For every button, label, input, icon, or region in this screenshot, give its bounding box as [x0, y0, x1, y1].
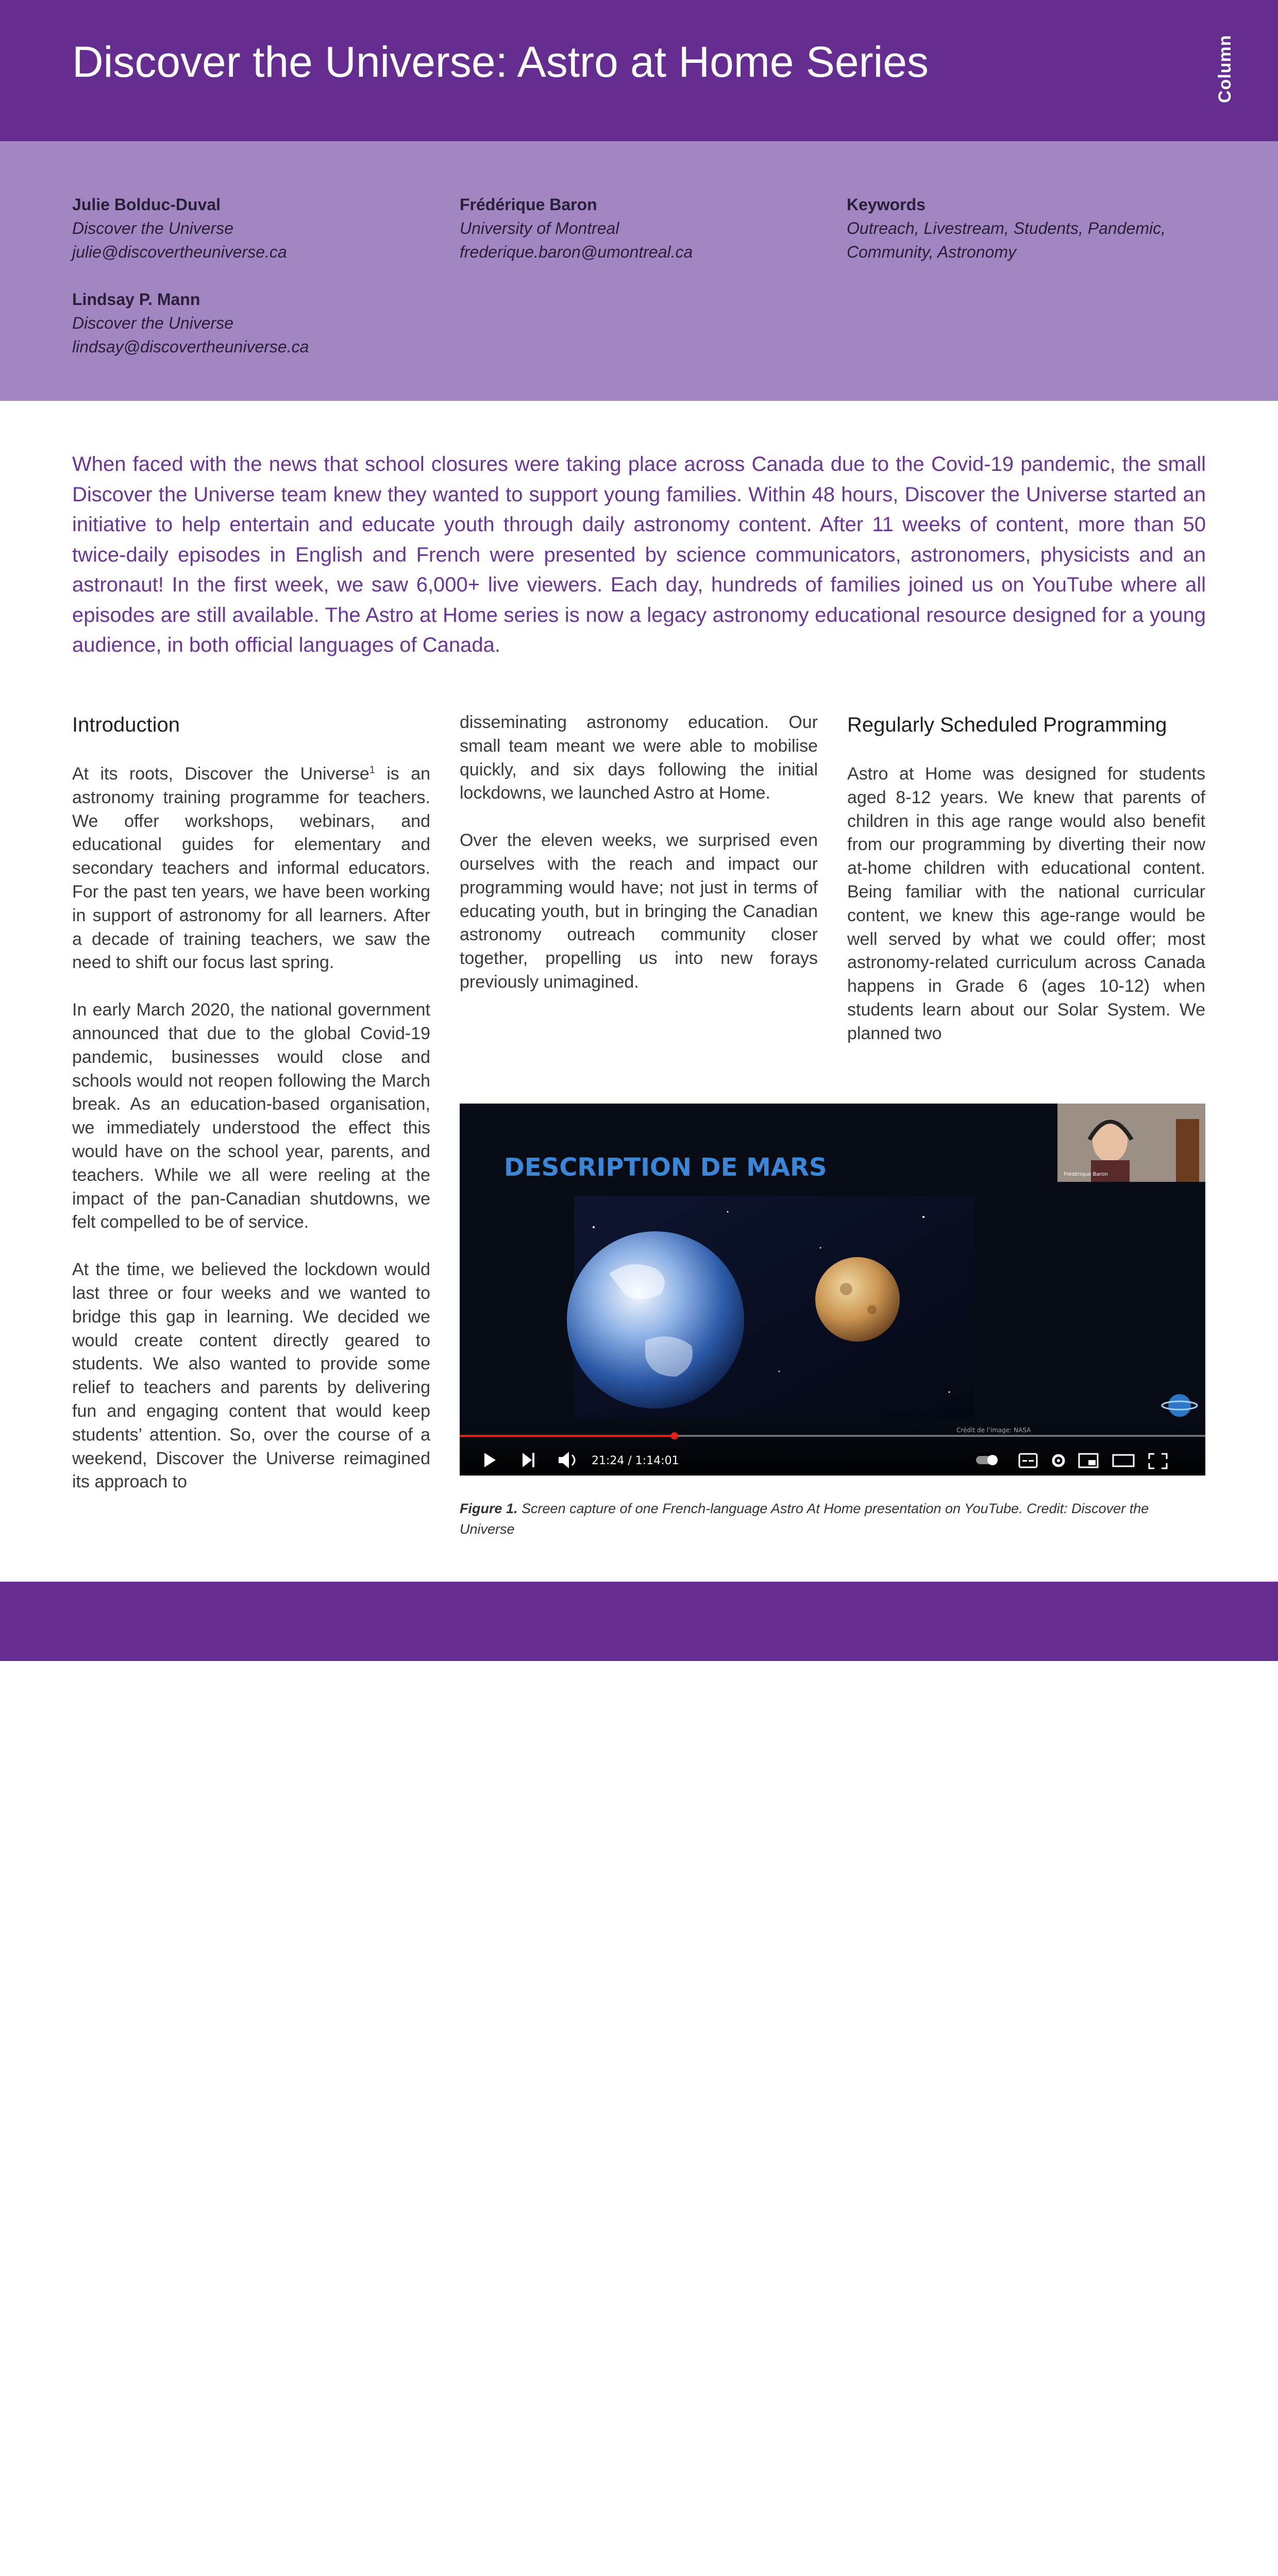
- time-readout: 21:24 / 1:14:01: [592, 1454, 679, 1467]
- caption-text: Screen capture of one French-language Astro At Home presentation on YouTube. Credit: Discover the Universe: [460, 1501, 1149, 1537]
- abstract: When faced with the news that school closures were taking place across Canada due to the Covid-19 pandemic, the small Discover the Universe team knew they wanted to support young families. Within 48 hours, Discover the Universe started an initiative to help entertain and educate youth through daily astronomy content. After 11 weeks of content, more than 50 twice-daily episodes in English and French were presented by science communicators, astronomers, physicists and an astronaut! In the first week, we saw 6,000+ live viewers. Each day, hundreds of families joined us on YouTube where all episodes are still available. The Astro at Home series is now a legacy astronomy educational resource designed for a young audience, in both official languages of Canada.: [72, 453, 1206, 656]
- mars-image: [815, 1257, 900, 1342]
- keywords-line-1: Outreach, Livestream, Students, Pandemic,: [847, 219, 1166, 238]
- earth-image: [567, 1231, 744, 1409]
- column-tag: Column: [1215, 35, 1235, 103]
- paragraph: disseminating astronomy education. Our small team meant we were able to mobilise quickly, and six days following the initial lockdowns, we launched Astro at Home.: [460, 713, 818, 803]
- paragraph: Astro at Home was designed for students aged 8-12 years. We knew that parents of children in this age range would also benefit from our programming by diverting their now at-home children with educational content. Being familiar with the national curricular content, we knew this age-range would be well served by what we could offer; most astronomy-related curriculum across Canada happens in Grade 6 (ages 10-12) when students learn about our Solar System. We planned two: [847, 764, 1205, 1043]
- author-email[interactable]: lindsay@discovertheuniverse.ca: [72, 337, 309, 356]
- author-email[interactable]: frederique.baron@umontreal.ca: [460, 243, 693, 261]
- paragraph: Over the eleven weeks, we surprised even ourselves with the reach and impact our programming would have; not just in terms of educating youth, but in bringing the Canadian astronomy outreach community closer together, propelling us into new forays previously unimagined.: [460, 831, 818, 992]
- keywords-label: Keywords: [847, 195, 926, 214]
- body-column-3: [847, 711, 1205, 1070]
- author-name: Lindsay P. Mann: [72, 290, 200, 309]
- figure-caption: [460, 1498, 1205, 1539]
- footnote-ref[interactable]: 1: [369, 764, 375, 776]
- video-frame: [460, 1104, 1205, 1476]
- page-title: Discover the Universe: Astro at Home Series: [72, 38, 929, 86]
- paragraph: In early March 2020, the national government announced that due to the global Covid-19 pandemic, businesses would close and schools would not reopen following the March break. As an education-based organisation, we immediately understood the effect this would have on the school year, parents, and teachers. While we all were reeling at the impact of the pan-Canadian shutdowns, we felt compelled to be of service.: [72, 1000, 430, 1232]
- author-affiliation: Discover the Universe: [72, 219, 233, 238]
- keywords-block: [847, 193, 1166, 264]
- text-run: At its roots, Discover the Universe: [72, 764, 369, 784]
- author-block-3: [72, 287, 309, 359]
- author-name: Frédérique Baron: [460, 195, 597, 214]
- caption-label: Figure 1.: [460, 1501, 518, 1516]
- author-band: [0, 141, 1278, 401]
- body-column-2: [460, 711, 818, 1018]
- footer-bar: [0, 1582, 1278, 1661]
- section-heading-introduction: Introduction: [72, 714, 180, 736]
- text-run: is an astronomy training programme for teachers. We offer workshops, webinars, and educational guides for elementary and secondary teachers and informal educators. For the past ten years, we have been working in support of astronomy for all learners. After a decade of training teachers, we saw the need to shift our focus last spring.: [72, 764, 431, 973]
- author-name: Julie Bolduc-Duval: [72, 195, 221, 214]
- autoplay-toggle-icon[interactable]: [976, 1455, 998, 1465]
- slide-title: DESCRIPTION DE MARS: [504, 1153, 827, 1182]
- author-email[interactable]: julie@discovertheuniverse.ca: [72, 243, 287, 261]
- author-block-2: [460, 193, 693, 264]
- header-bar: [0, 0, 1278, 141]
- paragraph: [72, 762, 430, 975]
- author-block-1: [72, 193, 287, 264]
- section-heading-programming: Regularly Scheduled Programming: [847, 714, 1167, 736]
- body-column-1: [72, 711, 430, 1518]
- author-affiliation: Discover the Universe: [72, 314, 233, 332]
- progress-fill: [460, 1435, 675, 1437]
- paragraph: At the time, we believed the lockdown would last three or four weeks and we wanted to bridge this gap in learning. We decided we would create content directly geared to students. We also wanted to provide some relief to teachers and parents by delivering fun and engaging content that would keep students’ attention. So, over the course of a weekend, Discover the Universe reimagined its approach to: [72, 1260, 430, 1492]
- progress-scrubber[interactable]: [671, 1432, 678, 1439]
- figure-video-screenshot: [460, 1104, 1205, 1476]
- presenter-label: Frédérique Baron: [1064, 1172, 1108, 1177]
- author-affiliation: University of Montreal: [460, 219, 619, 238]
- keywords-line-2: Community, Astronomy: [847, 243, 1016, 261]
